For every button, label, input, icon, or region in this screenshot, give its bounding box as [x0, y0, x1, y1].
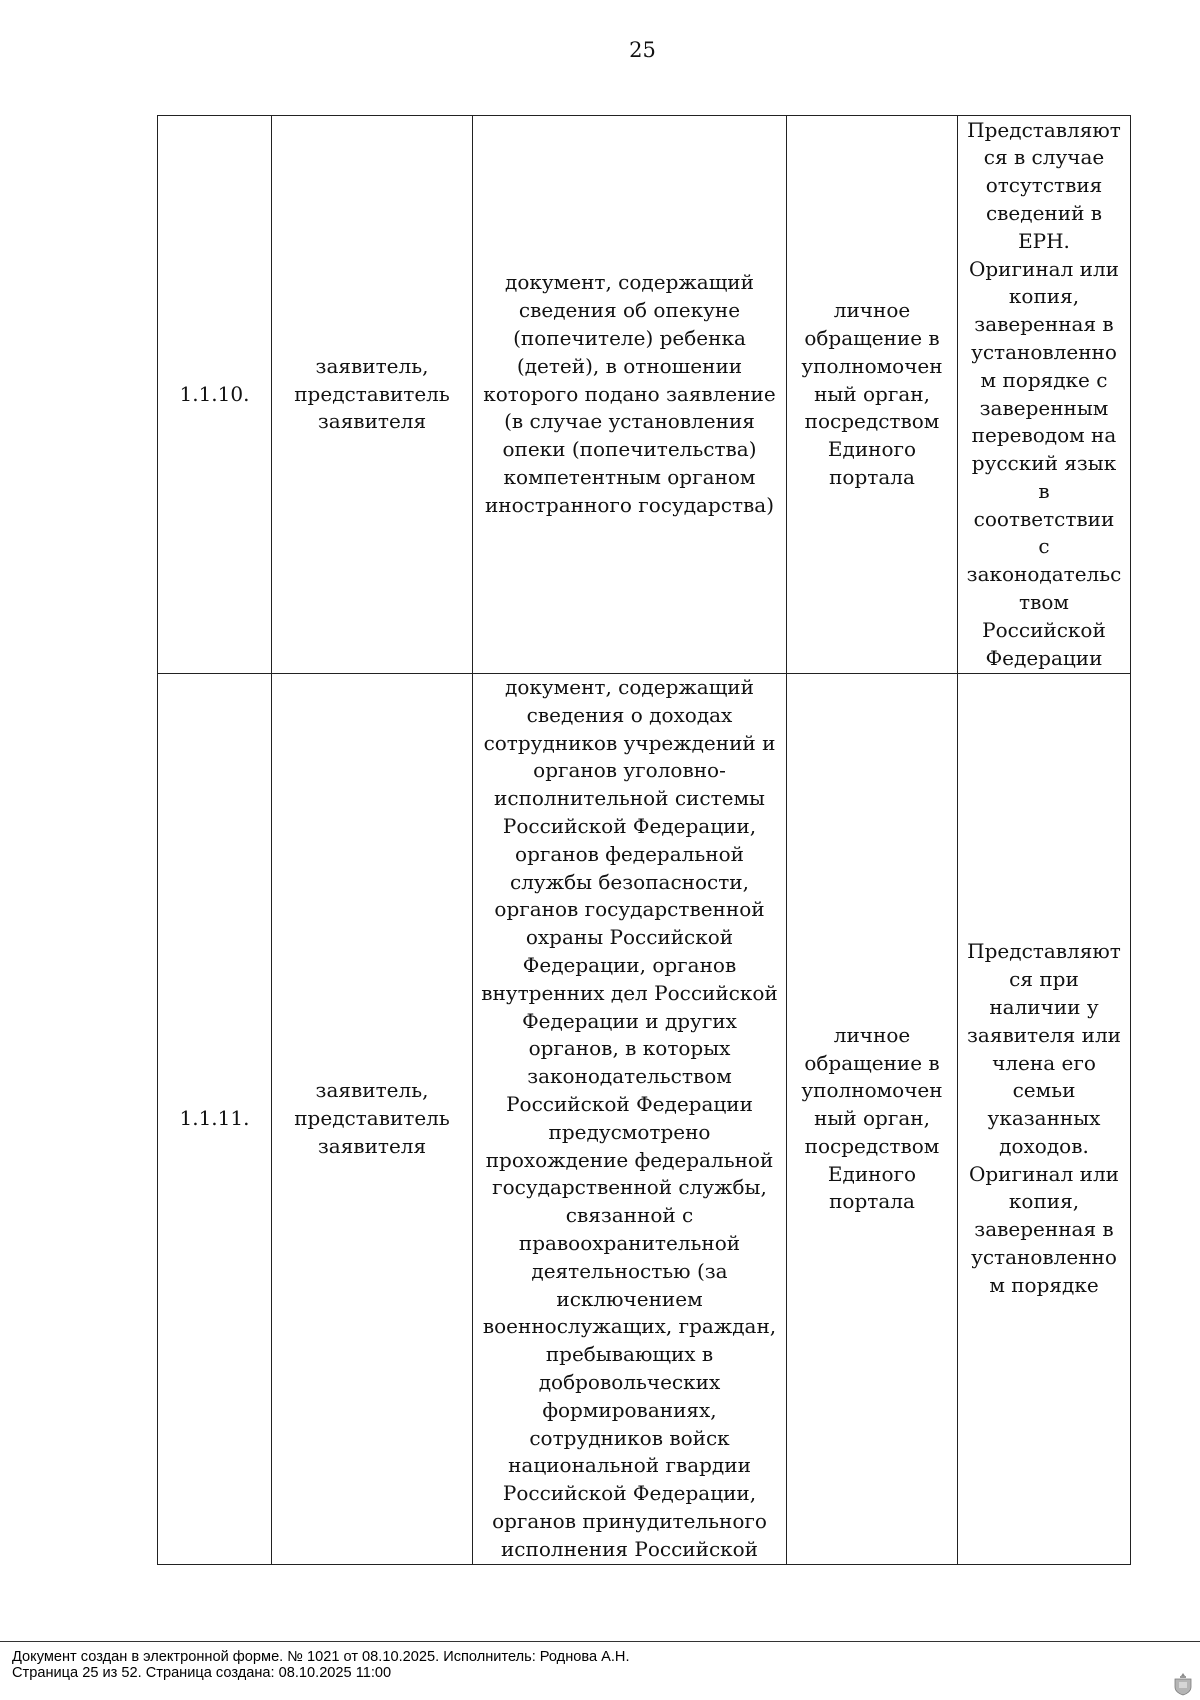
submission-line: Единого [827, 1161, 917, 1186]
submission-line: портала [829, 464, 915, 489]
document-line: которого подано заявление [483, 381, 776, 406]
document-line: исключением [556, 1286, 703, 1311]
note-line: соответствии [973, 506, 1115, 531]
applicant-line: заявителя [317, 409, 427, 434]
document-line: службы безопасности, [510, 869, 749, 894]
document-line: военнослужащих, граждан, [482, 1314, 777, 1339]
submission-line: уполномочен [801, 1078, 943, 1103]
document-cell [473, 674, 787, 1565]
note-line: Оригинал или [968, 1161, 1120, 1186]
submission-cell [787, 116, 958, 674]
applicant-cell [272, 674, 473, 1565]
document-line: (попечителе) ребенка [513, 326, 746, 350]
document-line: добровольческих [538, 1369, 721, 1394]
note-line: члена его [992, 1050, 1096, 1075]
note-line: ся при [1009, 967, 1079, 992]
document-line: деятельностью (за [531, 1258, 728, 1283]
document-line: Российской Федерации, [502, 813, 757, 838]
note-line: Федерации [985, 645, 1103, 670]
note-line: Российской [982, 617, 1106, 642]
row-number-cell [158, 674, 272, 1565]
note-line: установленно [971, 1245, 1117, 1270]
document-line: документ, содержащий [505, 675, 754, 699]
submission-cell [787, 674, 958, 1565]
document-line: Российской Федерации [506, 1091, 753, 1116]
note-line: с [1038, 534, 1050, 559]
row-number: 1.1.10. [179, 381, 250, 406]
table-row [158, 116, 1131, 674]
document-line: исполнительной системы [494, 786, 765, 811]
note-line: копия, [1008, 284, 1080, 309]
row-number-cell [158, 116, 272, 674]
note-line: сведений в [985, 200, 1103, 225]
submission-line: личное [833, 1022, 911, 1047]
row-number: 1.1.11. [179, 1106, 250, 1131]
footer [12, 1649, 630, 1681]
submission-line: портала [829, 1189, 915, 1214]
applicant-line: представитель [294, 381, 450, 406]
applicant-cell [272, 116, 473, 674]
document-line: сотрудников учреждений и [483, 730, 776, 755]
note-line: в [1038, 478, 1050, 503]
document-line: формированиях, [542, 1397, 717, 1422]
note-line: твом [1019, 590, 1069, 615]
document-line: национальной гвардии [508, 1453, 751, 1478]
note-line: переводом на [971, 423, 1117, 448]
submission-line: посредством [804, 1133, 940, 1158]
document-line: опеки (попечительства) [502, 437, 757, 462]
submission-line: ный орган, [814, 1106, 930, 1131]
footer-page-info: Страница 25 из 52. Страница создана: 08.10.2025 11:00 [12, 1665, 392, 1681]
document-line: прохождение федеральной [485, 1147, 774, 1172]
document-line: внутренних дел Российской [481, 980, 778, 1005]
document-line: охраны Российской [525, 925, 734, 950]
document-line: законодательством [527, 1064, 732, 1089]
coat-of-arms-icon [1171, 1672, 1195, 1696]
document-line: документ, содержащий [505, 270, 754, 295]
submission-line: обращение в [804, 326, 940, 350]
note-line: ся в случае [983, 145, 1105, 170]
footer-document-info: Документ создан в электронной форме. № 1021 от 08.10.2025. Исполнитель: Роднова А.Н. [12, 1649, 630, 1665]
note-cell [958, 116, 1131, 674]
document-line: органов уголовно- [533, 758, 726, 783]
note-line: м порядке [989, 1272, 1099, 1297]
applicant-line: заявитель, [315, 353, 429, 378]
note-line: Оригинал или [968, 256, 1120, 281]
document-cell [473, 116, 787, 674]
document-line: Федерации и других [522, 1008, 737, 1033]
document-line: сведения о доходах [526, 702, 733, 727]
note-line: копия, [1008, 1189, 1080, 1214]
page-number: 25 [629, 38, 656, 62]
submission-line: обращение в [804, 1050, 940, 1075]
document-line: (в случае установления [504, 409, 755, 434]
note-line: установленно [971, 339, 1117, 364]
note-line: заверенная в [974, 312, 1114, 337]
note-cell [958, 674, 1131, 1565]
document-line: Федерации, органов [522, 952, 737, 977]
note-line: заверенным [979, 395, 1109, 420]
note-line: указанных [987, 1106, 1101, 1131]
document-table [157, 115, 1131, 1565]
submission-line: уполномочен [801, 353, 943, 378]
document-line: органов принудительного [492, 1508, 767, 1533]
document-line: Российской Федерации, [502, 1481, 757, 1506]
footer-divider [0, 1641, 1200, 1642]
document-line: правоохранительной [518, 1230, 741, 1255]
note-line: ЕРН. [1018, 228, 1070, 253]
note-line: Представляют [967, 117, 1121, 142]
document-line: сведения об опекуне [518, 298, 741, 323]
note-line: заверенная в [974, 1217, 1114, 1242]
note-line: заявителя или [967, 1022, 1121, 1047]
document-line: исполнения Российской [500, 1536, 759, 1561]
submission-line: Единого [827, 437, 917, 462]
applicant-line: заявителя [317, 1133, 427, 1158]
document-line: (детей), в отношении [516, 353, 743, 378]
document-line: связанной с [565, 1203, 694, 1228]
note-line: семьи [1012, 1078, 1076, 1103]
document-line: органов государственной [494, 897, 765, 922]
note-line: отсутствия [985, 173, 1103, 198]
note-line: м порядке с [980, 367, 1108, 392]
note-line: доходов. [999, 1133, 1089, 1158]
table-row [158, 674, 1131, 1565]
document-line: предусмотрено [548, 1119, 711, 1144]
note-line: русский язык [971, 451, 1117, 476]
applicant-line: представитель [294, 1106, 450, 1131]
applicant-line: заявитель, [315, 1078, 429, 1103]
document-line: компетентным органом [503, 464, 756, 489]
document-line: государственной службы, [492, 1175, 767, 1200]
submission-line: ный орган, [814, 381, 930, 406]
document-line: иностранного государства) [484, 492, 775, 517]
document-line: сотрудников войск [529, 1425, 730, 1450]
document-line: пребывающих в [545, 1342, 714, 1367]
note-line: законодательс [966, 562, 1122, 587]
note-line: Представляют [967, 939, 1121, 964]
document-line: органов, в которых [528, 1036, 731, 1061]
note-line: наличии у [989, 994, 1099, 1019]
document-line: органов федеральной [515, 841, 744, 866]
submission-line: посредством [804, 409, 940, 434]
submission-line: личное [833, 298, 911, 323]
